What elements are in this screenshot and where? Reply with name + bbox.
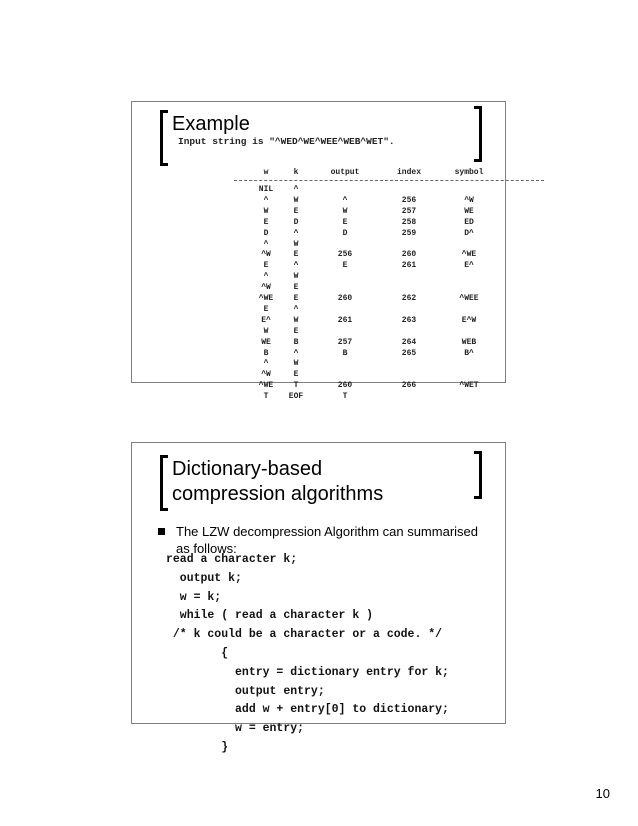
cell-output: E: [342, 217, 348, 227]
cell-symbol: ^WEE: [459, 294, 479, 303]
square-bullet-icon: [158, 528, 165, 535]
cell-index: 258: [401, 217, 417, 227]
cell-w: E: [263, 304, 269, 314]
cell-w: WE: [261, 337, 271, 347]
cell-k: E: [293, 370, 299, 380]
left-bracket-decoration: [160, 110, 168, 166]
cell-symbol: ^WE: [461, 250, 477, 260]
cell-output: 260: [337, 381, 353, 391]
cell-index: 263: [401, 315, 417, 325]
cell-index: 259: [401, 228, 417, 238]
cell-symbol: D^: [464, 228, 474, 238]
cell-output: T: [342, 392, 348, 402]
code-line: read a character k;: [166, 553, 298, 566]
cell-symbol: ^WET: [459, 381, 479, 391]
input-string-line: Input string is "^WED^WE^WEE^WEB^WET".: [178, 136, 395, 147]
cell-k: E: [293, 206, 299, 216]
cell-w: ^: [263, 359, 269, 369]
cell-w: ^WE: [258, 294, 274, 303]
cell-symbol: B^: [464, 348, 474, 358]
cell-k: E: [293, 294, 299, 303]
code-line: {: [166, 646, 229, 660]
cell-output: W: [342, 206, 348, 216]
cell-symbol: ^W: [464, 195, 474, 205]
right-bracket-decoration: [474, 106, 482, 162]
cell-output: 260: [337, 294, 353, 303]
cell-k: E: [293, 326, 299, 336]
cell-output: 257: [337, 337, 353, 347]
bullet-text: The LZW decompression Algorithm can summarised as follows:: [176, 524, 479, 556]
cell-w: ^WE: [258, 381, 274, 391]
header-output: output: [330, 168, 360, 177]
cell-index: 256: [401, 195, 417, 205]
cell-k: W: [293, 195, 299, 205]
cell-symbol: E^: [464, 261, 474, 271]
cell-output: ^: [342, 195, 348, 205]
slide-dictionary-compression: [131, 442, 506, 754]
cell-output: D: [342, 228, 348, 238]
slide-title-line-2: compression algorithms: [172, 483, 384, 505]
cell-w: W: [263, 326, 269, 336]
left-bracket-decoration: [160, 455, 168, 511]
cell-w: ^: [263, 272, 269, 282]
cell-k: W: [293, 359, 299, 369]
code-line: output k;: [166, 571, 242, 585]
pseudocode-block: [166, 551, 449, 758]
cell-k: B: [293, 337, 299, 347]
header-k: k: [293, 168, 299, 177]
cell-k: ^: [293, 304, 299, 314]
code-line: /* k could be a character or a code. */: [166, 628, 443, 642]
cell-symbol: WEB: [461, 337, 477, 347]
cell-k: ^: [293, 348, 299, 358]
cell-symbol: ED: [464, 217, 474, 227]
code-line: add w + entry[0] to dictionary;: [166, 703, 449, 717]
page-number: 10: [595, 786, 610, 801]
cell-index: 261: [401, 261, 417, 271]
cell-index: 264: [401, 337, 417, 347]
cell-w: ^: [263, 239, 269, 249]
right-bracket-decoration: [474, 451, 482, 499]
cell-k: D: [293, 217, 299, 227]
cell-symbol: WE: [464, 206, 474, 216]
slide-example: [131, 101, 506, 402]
cell-k: EOF: [288, 392, 304, 402]
cell-k: ^: [293, 185, 299, 194]
code-line: while ( read a character k ): [166, 609, 374, 623]
code-line: entry = dictionary entry for k;: [166, 665, 449, 679]
cell-w: NIL: [258, 185, 274, 194]
cell-w: E: [263, 217, 269, 227]
cell-w: ^W: [261, 370, 271, 380]
cell-k: T: [293, 381, 299, 391]
cell-output: 261: [337, 315, 353, 325]
cell-w: E: [263, 261, 269, 271]
code-line: w = k;: [166, 590, 222, 604]
header-index: index: [396, 168, 421, 177]
cell-w: T: [263, 392, 269, 402]
header-symbol: symbol: [454, 168, 484, 177]
cell-index: 257: [401, 206, 417, 216]
cell-w: ^W: [261, 250, 271, 260]
cell-output: B: [342, 348, 348, 358]
cell-output: 256: [337, 250, 353, 260]
cell-w: D: [263, 228, 269, 238]
slide-title: Example: [172, 113, 250, 135]
cell-w: ^W: [261, 283, 271, 293]
slide-title-line-1: Dictionary-based: [172, 458, 323, 480]
header-w: w: [263, 168, 269, 177]
cell-w: B: [263, 348, 269, 358]
table-header-divider: [234, 180, 544, 181]
cell-w: ^: [263, 195, 269, 205]
cell-k: W: [293, 315, 299, 325]
code-line: }: [166, 740, 229, 754]
cell-k: E: [293, 250, 299, 260]
cell-output: E: [342, 261, 348, 271]
cell-k: W: [293, 272, 299, 282]
cell-index: 260: [401, 250, 417, 260]
cell-k: W: [293, 239, 299, 249]
cell-w: W: [263, 206, 269, 216]
cell-k: ^: [293, 228, 299, 238]
cell-index: 265: [401, 348, 417, 358]
cell-k: E: [293, 283, 299, 293]
cell-index: 262: [401, 294, 417, 303]
cell-symbol: E^W: [461, 315, 477, 325]
cell-w: E^: [261, 315, 271, 325]
code-line: w = entry;: [166, 722, 305, 736]
code-line: output entry;: [166, 684, 325, 698]
cell-k: ^: [293, 261, 299, 271]
cell-index: 266: [401, 381, 417, 391]
